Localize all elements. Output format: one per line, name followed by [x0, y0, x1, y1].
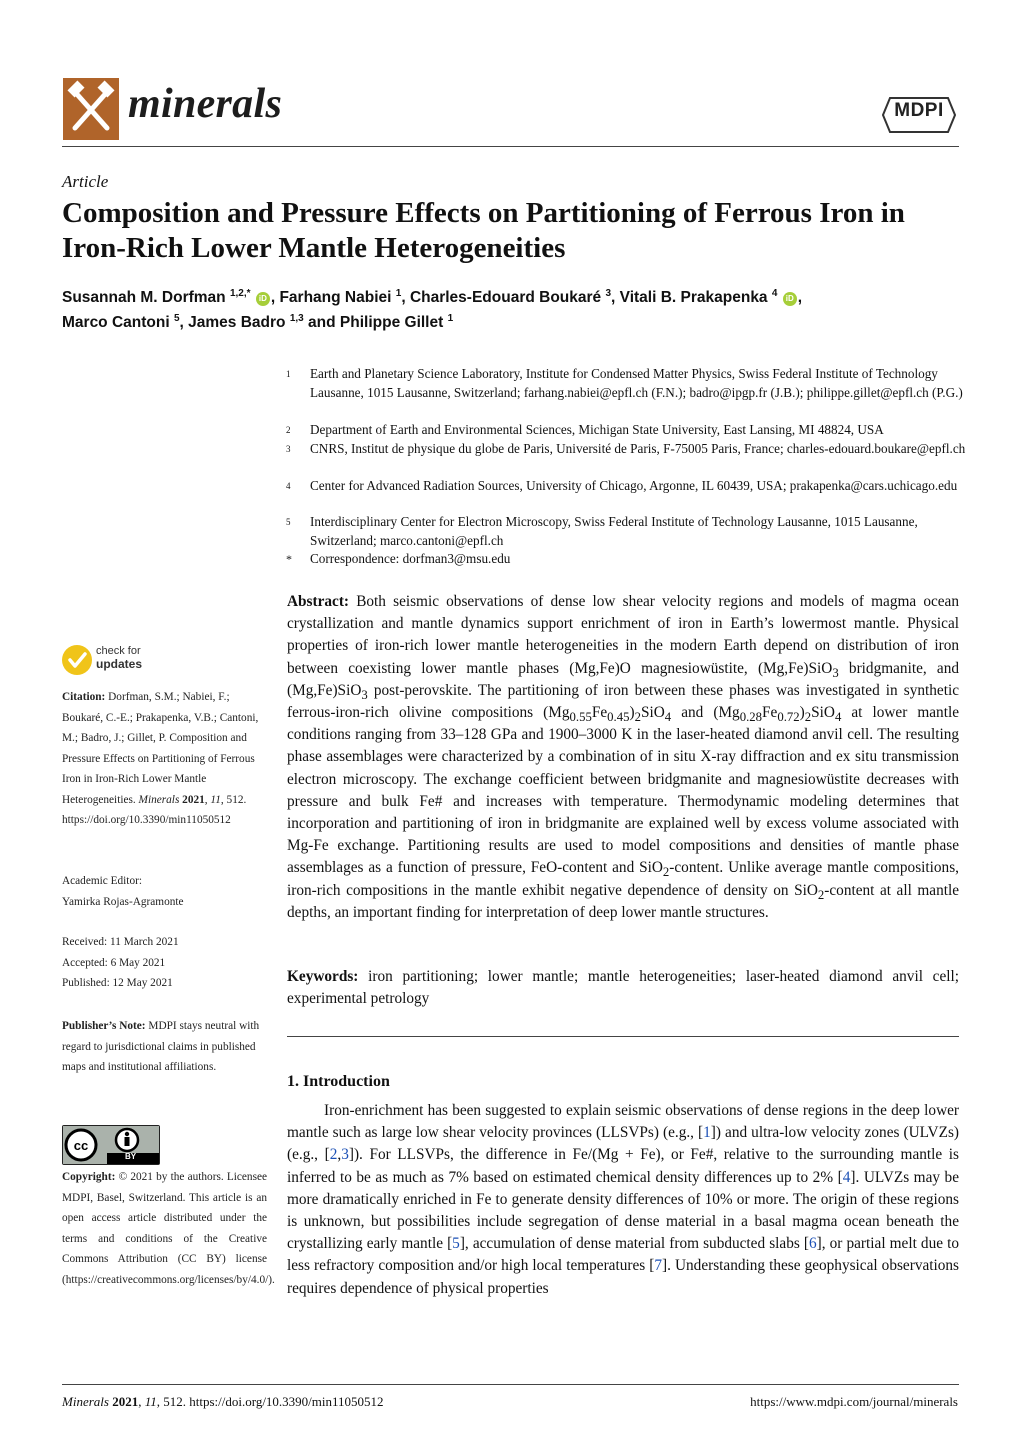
body-text: ]). For LLSVPs, the difference in Fe/(Mg + Fe), or Fe#, relative to the surrounding mantle is inferred to be as much as 7% based on estimated chemical density differences up to 2% [ [287, 1146, 959, 1186]
citation-label: Citation: [62, 691, 106, 703]
footer-journal: Minerals [62, 1394, 109, 1409]
intro-paragraph [287, 1100, 959, 1300]
affiliation-text: CNRS, Institut de physique du globe de Paris, Université de Paris, F-75005 Paris, France; charles-edouard.boukare@epfl.ch [310, 441, 966, 456]
keywords [287, 966, 959, 1010]
affiliation-number: 5 [286, 517, 291, 527]
affiliation-number: 3 [286, 444, 291, 454]
correspondence-text: Correspondence: dorfman3@msu.edu [310, 551, 511, 566]
author-affil-sup: 1,3 [289, 312, 304, 324]
abstract-text: SiO [811, 704, 835, 722]
abstract-label: Abstract: [287, 593, 350, 610]
journal-logo [63, 78, 119, 140]
citation-text: Dorfman, S.M.; Nabiei, F.; Boukaré, C.-E.; Prakapenka, V.B.; Cantoni, M.; Badro, J.; Gillet, P. Composition and Pressure Effects on Partitioning of Ferrous Iron in Iron-Rich Lower Mantle Heterogeneities. [62, 691, 259, 806]
body-text: , [337, 1146, 342, 1164]
mdpi-logo [882, 96, 956, 134]
copyright-block [62, 1167, 275, 1290]
check-line-1: check for [96, 645, 141, 657]
author-name: Susannah M. Dorfman [62, 289, 226, 306]
author-affil-sup: 4 [771, 287, 778, 299]
citation-doi[interactable]: , 512. https://doi.org/10.3390/min11050512 [62, 793, 247, 826]
abstract-text: Fe [591, 704, 608, 722]
journal-name: minerals [128, 81, 283, 127]
citation-link[interactable]: 7 [654, 1257, 662, 1275]
editor-name: Yamirka Rojas-Agramonte [62, 895, 184, 908]
abstract-text: -content at all mantle depths, an important finding for interpretation of deep lower mantle structures. [287, 881, 960, 921]
published-date: Published: 12 May 2021 [62, 977, 173, 989]
affiliation-number: 1 [286, 369, 291, 379]
affiliation-text: Earth and Planetary Science Laboratory, Institute for Condensed Matter Physics, Swiss Federal Institute of Technology Lausanne, 1015 Lausanne, Switzerland; farhang.nabiei@epfl.ch (F.N.); badro@ipgp.fr (J.B.); philippe.gillet@epfl.ch (P.G.) [310, 366, 963, 400]
check-line-2: updates [96, 657, 143, 671]
affiliation-text: Department of Earth and Environmental Sciences, Michigan State University, East Lansing, MI 48824, USA [310, 422, 884, 437]
footer-doi[interactable]: , 512. https://doi.org/10.3390/min11050512 [156, 1394, 384, 1409]
footer-volume: 11 [144, 1394, 157, 1409]
abstract-text: and (Mg [671, 704, 740, 722]
subscript: 0.28 [739, 710, 763, 725]
citation-link[interactable]: 6 [809, 1235, 817, 1253]
abstract-text: SiO [640, 704, 665, 722]
publisher-note [62, 1016, 267, 1078]
publisher-note-label: Publisher’s Note: [62, 1020, 146, 1032]
affiliation-text: Interdisciplinary Center for Electron Microscopy, Swiss Federal Institute of Technology Lausanne, 1015 Lausanne, Switzerland; marco.cantoni@epfl.ch [310, 514, 918, 548]
abstract-text: Fe [762, 704, 778, 722]
section-heading: 1. Introduction [287, 1073, 390, 1090]
author-affil-sup: 1 [395, 287, 402, 299]
subscript: 3 [361, 687, 368, 702]
copyright-label: Copyright: [62, 1171, 116, 1183]
subscript: 0.72 [777, 710, 800, 725]
subscript: 2 [662, 865, 670, 880]
author-name: James Badro [188, 314, 286, 331]
check-for-updates-label[interactable] [96, 645, 142, 672]
author-name: Philippe Gillet [339, 314, 444, 331]
svg-text:cc: cc [73, 1138, 89, 1153]
citation-link[interactable]: 3 [341, 1146, 349, 1164]
citation-volume: 11 [210, 793, 221, 806]
received-date: Received: 11 March 2021 [62, 936, 179, 948]
affiliation-number: 4 [286, 481, 291, 491]
body-text: ], accumulation of dense material from subducted slabs [ [459, 1235, 809, 1253]
subscript: 2 [817, 887, 825, 902]
citation-year: 2021 [182, 793, 205, 806]
footer-year: 2021 [112, 1394, 139, 1409]
body-text: ], or partial melt due to less refractory composition and/or high local temperatures [ [287, 1235, 960, 1275]
citation-link[interactable]: 2 [329, 1146, 338, 1164]
keywords-text: iron partitioning; lower mantle; mantle heterogeneities; laser-heated diamond anvil cell; experimental petrology [287, 968, 959, 1008]
abstract-text: at lower mantle conditions ranging from 33–128 GPa and 1900–3000 K in the laser-heated diamond anvil cell. The resulting phase assemblages were characterized by a combination of in situ X-ray diffraction and ex situ transmission electron microscopy. The exchange coefficient between bridgmanite and magnesiowüstite decreases with pressure and bulk Fe# and increases with temperature. Thermodynamic modeling determines that incorporation and partitioning of iron in bridgmanite are explained well by excess volume associated with Mg-Fe exchange. Partitioning results are used to model compositions and densities of mantle phase assemblages as a function of pressure, FeO-content and SiO [287, 704, 959, 877]
affiliation-number: 2 [286, 425, 291, 435]
abstract-text: ) [799, 704, 805, 722]
orcid-icon[interactable]: iD [256, 292, 270, 306]
author-affil-sup: 1,2,* [229, 287, 251, 299]
subscript: 0.55 [569, 710, 592, 725]
abstract-text: Both seismic observations of dense low shear velocity regions and models of magma ocean crystallization and mantle dynamics support enrichment of iron in Earth’s lowermost mantle. Physical properties of iron-rich lower mantle heterogeneities in the modern Earth depend on distribution of iron between coexisting lower mantle phases (Mg,Fe)O magnesiowüstite, (Mg,Fe)SiO [287, 593, 959, 677]
affiliation-text: Center for Advanced Radiation Sources, University of Chicago, Argonne, IL 60439, USA; prakapenka@cars.uchicago.edu [310, 478, 958, 493]
keywords-label: Keywords: [287, 968, 359, 985]
subscript: 0.45 [607, 710, 630, 725]
abstract-text: ) [629, 704, 635, 722]
author-affil-sup: 3 [605, 287, 612, 299]
citation-link[interactable]: 5 [452, 1235, 460, 1253]
footer-rule [62, 1384, 959, 1385]
subscript: 3 [832, 665, 839, 680]
check-for-updates-icon[interactable] [62, 645, 92, 675]
subscript: 4 [664, 710, 672, 725]
abstract-text: post-perovskite. The partitioning of iron between these phases was investigated in synthetic ferrous-iron-rich olivine compositions (Mg [287, 681, 959, 722]
copyright-text: © 2021 by the authors. Licensee MDPI, Basel, Switzerland. This article is an open access article distributed under the terms and conditions of the Creative Commons Attribution (CC BY) license (https://creativecommons.org/licenses/by/4.0/). [62, 1171, 275, 1286]
abstract-text: bridgmanite, and (Mg,Fe)SiO [287, 659, 959, 699]
creative-commons-icon [63, 1126, 159, 1164]
section-rule [287, 1036, 959, 1037]
body-text: ]) and ultra-low velocity zones (ULVZs) (e.g., [ [287, 1124, 959, 1164]
author-name: Farhang Nabiei [279, 289, 392, 306]
dates-block [62, 932, 267, 994]
body-text: Iron-enrichment has been suggested to explain seismic observations of dense regions in the deep lower mantle such as large low shear velocity provinces (LLSVPs) (e.g., [ [287, 1102, 959, 1142]
body-text: ]. ULVZs may be more dramatically enriched in Fe to generate density differences of 10% or more. The origin of these regions is unknown, but possibilities include segregation of dense material in a basal magma ocean beneath the crystallizing early mantle [ [287, 1168, 959, 1253]
author-conjunction: and [308, 314, 336, 331]
footer-citation: Minerals 2021, 11, 512. https://doi.org/10.3390/min11050512 [62, 1394, 384, 1409]
editor-label: Academic Editor: [62, 875, 142, 887]
orcid-icon[interactable]: iD [783, 292, 797, 306]
paper-title: Composition and Pressure Effects on Partitioning of Ferrous Iron in Iron-Rich Lower Mantle Heterogeneities [62, 197, 905, 264]
cc-badge-label: BY [125, 1152, 137, 1161]
author-name: Charles-Edouard Boukaré [409, 289, 602, 306]
citation-link[interactable]: 1 [703, 1124, 711, 1142]
checkmark-icon [62, 645, 92, 675]
accepted-date: Accepted: 6 May 2021 [62, 956, 166, 969]
citation-link[interactable]: 4 [842, 1168, 851, 1186]
author-name: Marco Cantoni [62, 314, 170, 331]
subscript: 2 [804, 710, 812, 725]
crossed-hammers-icon [63, 78, 119, 140]
author-name: Vitali B. Prakapenka [619, 289, 768, 306]
citation-journal: Minerals [138, 793, 180, 806]
article-type: Article [62, 172, 109, 191]
author-affil-sup: 1 [447, 312, 454, 324]
publisher-note-text: MDPI stays neutral with regard to jurisdictional claims in published maps and institutional affiliations. [62, 1020, 260, 1073]
mdpi-logo-text: MDPI [894, 100, 944, 121]
footer-journal-url[interactable]: https://www.mdpi.com/journal/minerals [750, 1394, 958, 1409]
author-affil-sup: 5 [173, 312, 180, 324]
editor-block [62, 871, 267, 912]
subscript: 2 [634, 710, 641, 725]
abstract-text: -content. Unlike average mantle compositions, iron-rich compositions in the mantle exhibit negative dependence of density on SiO [287, 859, 959, 899]
subscript: 4 [834, 710, 842, 725]
cc-by-license-badge[interactable] [62, 1125, 160, 1165]
header-rule [62, 146, 959, 147]
citation-block: Citation: Dorfman, S.M.; Nabiei, F.; Boukaré, C.-E.; Prakapenka, V.B.; Cantoni, M.; Badro, J.; Gillet, P. Composition and Pressure Effects on Partitioning of Ferrous Iron in Iron-Rich Lower Mantle Heterogeneities. Minerals 2021, 11, 512. https://doi.org/10.3390/min11050512 [62, 691, 259, 826]
abstract [287, 591, 959, 924]
author-list: Susannah M. Dorfman $^{1,2,*}$ iD , Farhang Nabiei $^1$, Charles-Edouard Boukaré $^3$, Vitali B. Prakapenka $^4$ iD , Marco Cantoni $^5$, James Badro $^{1,3}$ and Philippe Gillet $^1$ [62, 287, 803, 331]
affiliation-number: * [286, 552, 292, 566]
body-text: ]. Understanding these geophysical observations requires dependence of physical properties [287, 1257, 960, 1297]
